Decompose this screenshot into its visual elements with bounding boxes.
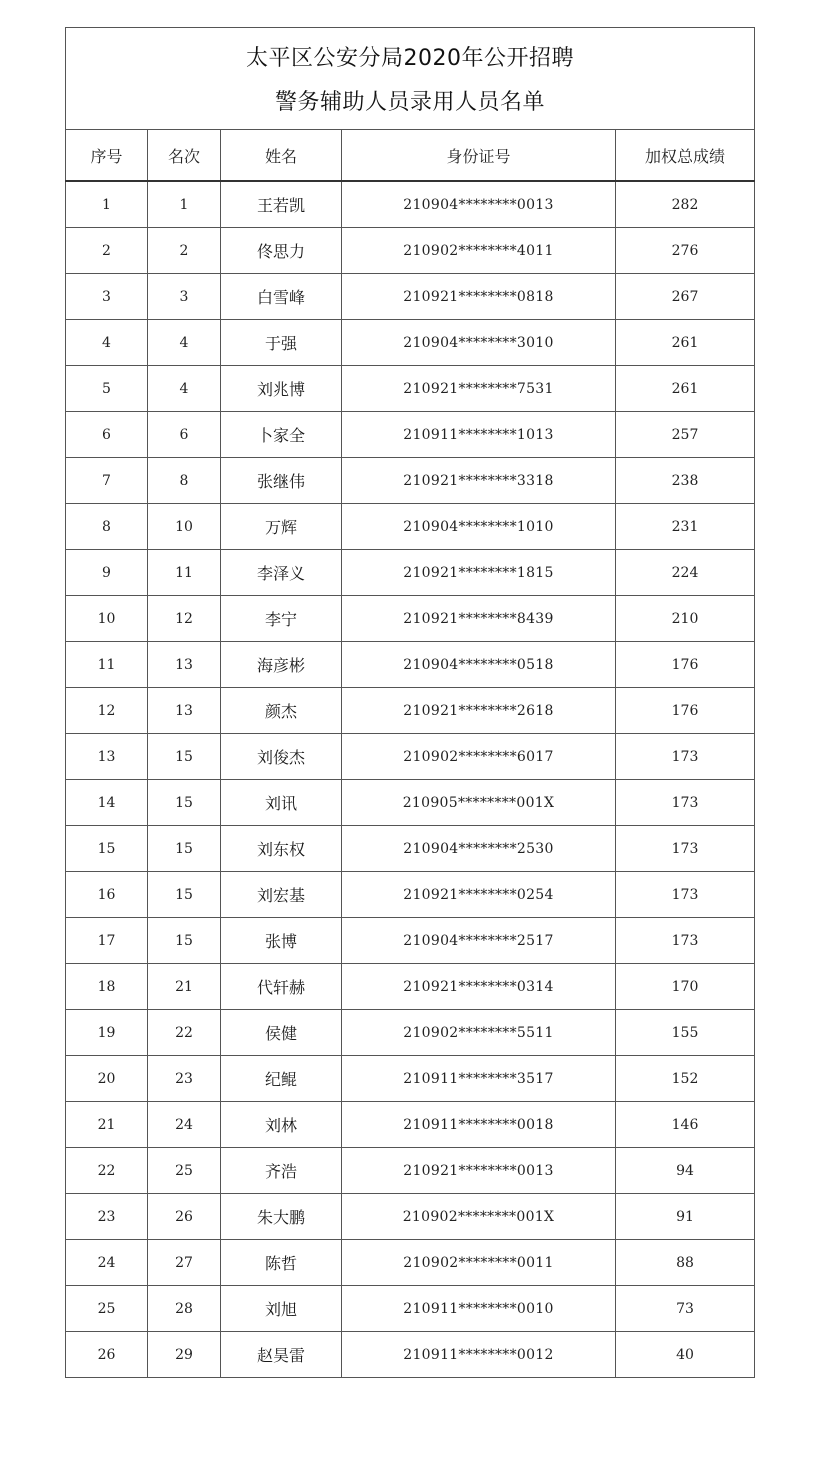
seq-cell: 7 <box>66 458 148 504</box>
column-header-rank: 名次 <box>148 130 221 182</box>
score-cell: 73 <box>616 1286 755 1332</box>
roster-sheet <box>65 27 754 1378</box>
rank-cell: 22 <box>148 1010 221 1056</box>
table-row <box>66 366 755 412</box>
score-cell: 91 <box>616 1194 755 1240</box>
id-number-cell: 210904********2517 <box>342 918 616 964</box>
table-row <box>66 964 755 1010</box>
seq-cell: 12 <box>66 688 148 734</box>
id-number-cell: 210904********1010 <box>342 504 616 550</box>
seq-cell: 18 <box>66 964 148 1010</box>
id-number-cell: 210911********3517 <box>342 1056 616 1102</box>
rank-cell: 4 <box>148 320 221 366</box>
score-cell: 224 <box>616 550 755 596</box>
id-number-cell: 210905********001X <box>342 780 616 826</box>
name-cell: 刘东权 <box>221 826 342 872</box>
seq-cell: 10 <box>66 596 148 642</box>
seq-cell: 17 <box>66 918 148 964</box>
name-cell: 代轩赫 <box>221 964 342 1010</box>
rank-cell: 23 <box>148 1056 221 1102</box>
rank-cell: 15 <box>148 918 221 964</box>
seq-cell: 3 <box>66 274 148 320</box>
title-row <box>66 28 755 130</box>
document-title-line1: 太平区公安分局2020年公开招聘 <box>246 45 574 71</box>
seq-cell: 2 <box>66 228 148 274</box>
rank-cell: 8 <box>148 458 221 504</box>
table-row <box>66 1056 755 1102</box>
score-cell: 261 <box>616 366 755 412</box>
seq-cell: 26 <box>66 1332 148 1378</box>
rank-cell: 15 <box>148 734 221 780</box>
column-header-score: 加权总成绩 <box>616 130 755 182</box>
table-row <box>66 550 755 596</box>
roster-body <box>66 181 755 1378</box>
table-row <box>66 872 755 918</box>
id-number-cell: 210911********0018 <box>342 1102 616 1148</box>
name-cell: 万辉 <box>221 504 342 550</box>
score-cell: 257 <box>616 412 755 458</box>
table-row <box>66 780 755 826</box>
table-row <box>66 181 755 228</box>
column-header-row <box>66 130 755 182</box>
name-cell: 侯健 <box>221 1010 342 1056</box>
name-cell: 赵昊雷 <box>221 1332 342 1378</box>
table-row <box>66 596 755 642</box>
name-cell: 刘俊杰 <box>221 734 342 780</box>
rank-cell: 13 <box>148 688 221 734</box>
score-cell: 146 <box>616 1102 755 1148</box>
name-cell: 王若凯 <box>221 181 342 228</box>
table-row <box>66 458 755 504</box>
table-row <box>66 1194 755 1240</box>
score-cell: 261 <box>616 320 755 366</box>
seq-cell: 16 <box>66 872 148 918</box>
name-cell: 齐浩 <box>221 1148 342 1194</box>
table-row <box>66 412 755 458</box>
rank-cell: 15 <box>148 780 221 826</box>
seq-cell: 21 <box>66 1102 148 1148</box>
id-number-cell: 210921********8439 <box>342 596 616 642</box>
id-number-cell: 210921********1815 <box>342 550 616 596</box>
score-cell: 173 <box>616 734 755 780</box>
id-number-cell: 210911********1013 <box>342 412 616 458</box>
table-row <box>66 734 755 780</box>
seq-cell: 14 <box>66 780 148 826</box>
rank-cell: 4 <box>148 366 221 412</box>
id-number-cell: 210921********0314 <box>342 964 616 1010</box>
seq-cell: 19 <box>66 1010 148 1056</box>
name-cell: 刘旭 <box>221 1286 342 1332</box>
seq-cell: 24 <box>66 1240 148 1286</box>
id-number-cell: 210904********0013 <box>342 181 616 228</box>
rank-cell: 10 <box>148 504 221 550</box>
score-cell: 176 <box>616 642 755 688</box>
table-row <box>66 1148 755 1194</box>
id-number-cell: 210921********3318 <box>342 458 616 504</box>
name-cell: 陈哲 <box>221 1240 342 1286</box>
table-row <box>66 228 755 274</box>
name-cell: 白雪峰 <box>221 274 342 320</box>
name-cell: 刘林 <box>221 1102 342 1148</box>
rank-cell: 3 <box>148 274 221 320</box>
seq-cell: 13 <box>66 734 148 780</box>
roster-table <box>65 27 755 1378</box>
name-cell: 刘宏基 <box>221 872 342 918</box>
seq-cell: 15 <box>66 826 148 872</box>
column-header-seq: 序号 <box>66 130 148 182</box>
rank-cell: 15 <box>148 872 221 918</box>
seq-cell: 8 <box>66 504 148 550</box>
score-cell: 155 <box>616 1010 755 1056</box>
score-cell: 88 <box>616 1240 755 1286</box>
table-row <box>66 1286 755 1332</box>
seq-cell: 22 <box>66 1148 148 1194</box>
name-cell: 张继伟 <box>221 458 342 504</box>
id-number-cell: 210902********4011 <box>342 228 616 274</box>
name-cell: 卜家全 <box>221 412 342 458</box>
score-cell: 210 <box>616 596 755 642</box>
rank-cell: 24 <box>148 1102 221 1148</box>
rank-cell: 13 <box>148 642 221 688</box>
seq-cell: 25 <box>66 1286 148 1332</box>
score-cell: 176 <box>616 688 755 734</box>
score-cell: 94 <box>616 1148 755 1194</box>
name-cell: 于强 <box>221 320 342 366</box>
column-header-name: 姓名 <box>221 130 342 182</box>
name-cell: 李宁 <box>221 596 342 642</box>
column-header-id: 身份证号 <box>342 130 616 182</box>
rank-cell: 25 <box>148 1148 221 1194</box>
id-number-cell: 210902********001X <box>342 1194 616 1240</box>
title-cell <box>66 28 755 130</box>
score-cell: 267 <box>616 274 755 320</box>
id-number-cell: 210921********0818 <box>342 274 616 320</box>
rank-cell: 2 <box>148 228 221 274</box>
name-cell: 纪鲲 <box>221 1056 342 1102</box>
rank-cell: 26 <box>148 1194 221 1240</box>
rank-cell: 28 <box>148 1286 221 1332</box>
name-cell: 刘讯 <box>221 780 342 826</box>
seq-cell: 20 <box>66 1056 148 1102</box>
table-row <box>66 918 755 964</box>
rank-cell: 11 <box>148 550 221 596</box>
seq-cell: 23 <box>66 1194 148 1240</box>
seq-cell: 11 <box>66 642 148 688</box>
table-row <box>66 1102 755 1148</box>
score-cell: 40 <box>616 1332 755 1378</box>
rank-cell: 29 <box>148 1332 221 1378</box>
seq-cell: 4 <box>66 320 148 366</box>
rank-cell: 27 <box>148 1240 221 1286</box>
name-cell: 李泽义 <box>221 550 342 596</box>
table-row <box>66 1332 755 1378</box>
score-cell: 173 <box>616 918 755 964</box>
score-cell: 173 <box>616 780 755 826</box>
seq-cell: 6 <box>66 412 148 458</box>
score-cell: 276 <box>616 228 755 274</box>
id-number-cell: 210921********0254 <box>342 872 616 918</box>
id-number-cell: 210904********3010 <box>342 320 616 366</box>
rank-cell: 1 <box>148 181 221 228</box>
table-row <box>66 688 755 734</box>
table-row <box>66 320 755 366</box>
seq-cell: 1 <box>66 181 148 228</box>
id-number-cell: 210902********5511 <box>342 1010 616 1056</box>
score-cell: 231 <box>616 504 755 550</box>
score-cell: 238 <box>616 458 755 504</box>
name-cell: 朱大鹏 <box>221 1194 342 1240</box>
rank-cell: 15 <box>148 826 221 872</box>
id-number-cell: 210904********2530 <box>342 826 616 872</box>
id-number-cell: 210911********0010 <box>342 1286 616 1332</box>
score-cell: 173 <box>616 872 755 918</box>
id-number-cell: 210921********2618 <box>342 688 616 734</box>
name-cell: 佟思力 <box>221 228 342 274</box>
seq-cell: 9 <box>66 550 148 596</box>
score-cell: 282 <box>616 181 755 228</box>
table-row <box>66 642 755 688</box>
table-row <box>66 1010 755 1056</box>
name-cell: 张博 <box>221 918 342 964</box>
score-cell: 170 <box>616 964 755 1010</box>
rank-cell: 21 <box>148 964 221 1010</box>
table-row <box>66 826 755 872</box>
id-number-cell: 210921********0013 <box>342 1148 616 1194</box>
id-number-cell: 210911********0012 <box>342 1332 616 1378</box>
score-cell: 173 <box>616 826 755 872</box>
name-cell: 刘兆博 <box>221 366 342 412</box>
table-row <box>66 274 755 320</box>
name-cell: 海彦彬 <box>221 642 342 688</box>
document-title-line2: 警务辅助人员录用人员名单 <box>275 89 546 115</box>
id-number-cell: 210921********7531 <box>342 366 616 412</box>
id-number-cell: 210904********0518 <box>342 642 616 688</box>
id-number-cell: 210902********0011 <box>342 1240 616 1286</box>
table-row <box>66 504 755 550</box>
rank-cell: 12 <box>148 596 221 642</box>
name-cell: 颜杰 <box>221 688 342 734</box>
rank-cell: 6 <box>148 412 221 458</box>
seq-cell: 5 <box>66 366 148 412</box>
score-cell: 152 <box>616 1056 755 1102</box>
id-number-cell: 210902********6017 <box>342 734 616 780</box>
table-row <box>66 1240 755 1286</box>
